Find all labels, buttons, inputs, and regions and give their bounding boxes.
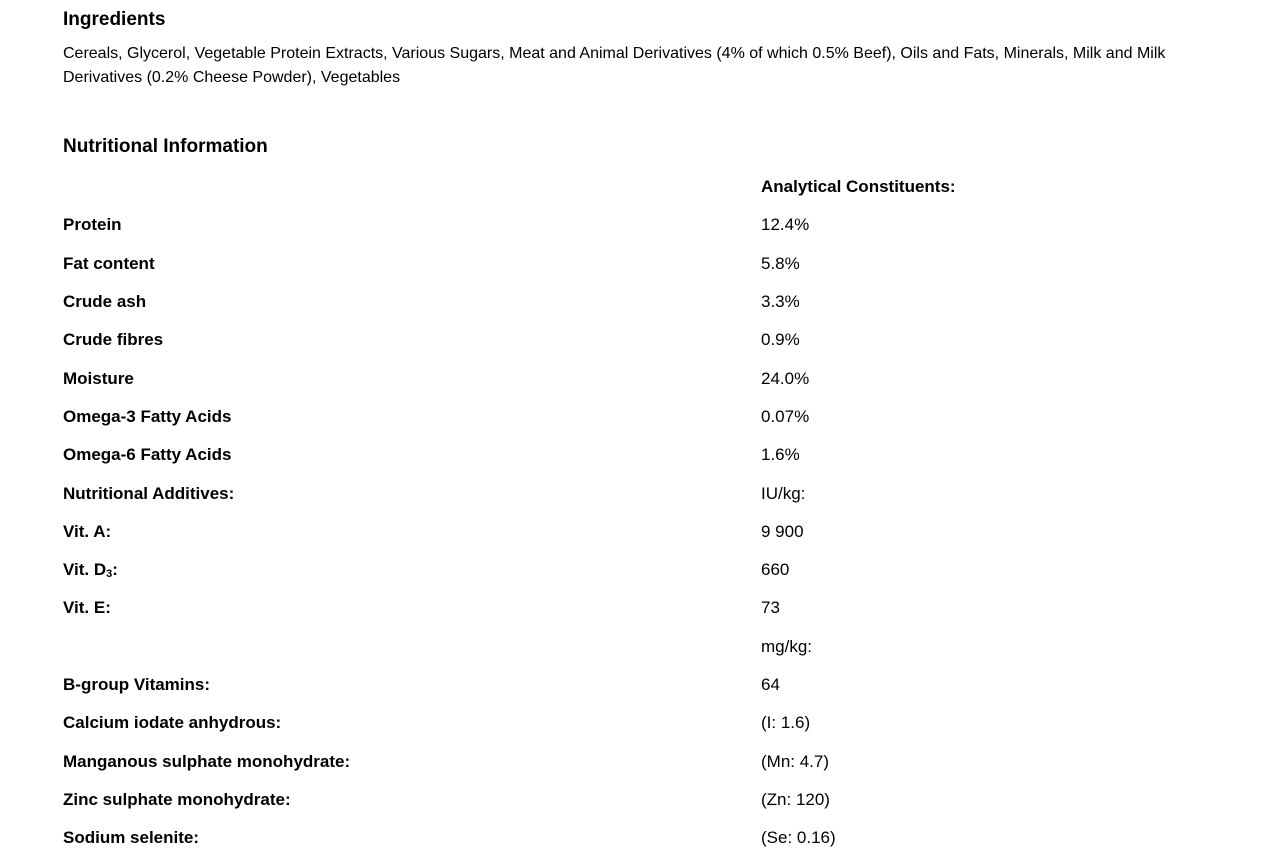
- row-label: Crude fibres: [63, 330, 164, 350]
- row-label: Omega-6 Fatty Acids: [63, 445, 232, 465]
- table-row: [63, 359, 1213, 397]
- table-row: [63, 742, 1213, 780]
- table-row: [63, 206, 1213, 244]
- row-value: IU/kg:: [761, 483, 806, 503]
- table-row: [63, 551, 1213, 589]
- table-row: [63, 513, 1213, 551]
- table-row: [63, 819, 1213, 857]
- row-label: Moisture: [63, 368, 134, 388]
- row-value: 0.9%: [761, 330, 800, 350]
- row-label: Nutritional Additives:: [63, 483, 235, 503]
- row-label: [63, 560, 761, 580]
- row-value: (I: 1.6): [761, 713, 811, 733]
- row-value: 0.07%: [761, 406, 810, 426]
- row-label: Omega-3 Fatty Acids: [63, 406, 232, 426]
- row-label-subscript: 3: [106, 568, 113, 581]
- row-value: 24.0%: [761, 368, 810, 388]
- row-value: 5.8%: [761, 253, 800, 273]
- row-value: 3.3%: [761, 292, 800, 312]
- nutrition-title: Nutritional Information: [63, 136, 268, 157]
- table-row: [63, 283, 1213, 321]
- row-value: 9 900: [761, 521, 804, 541]
- table-row: [63, 321, 1213, 359]
- nutrition-table: [63, 168, 1213, 857]
- nutrition-header: Analytical Constituents:: [761, 177, 956, 197]
- table-row: [63, 781, 1213, 819]
- row-label: Calcium iodate anhydrous:: [63, 713, 282, 733]
- row-label: Vit. E:: [63, 598, 111, 618]
- table-row: [63, 398, 1213, 436]
- row-value: (Zn: 120): [761, 789, 830, 809]
- row-value: (Mn: 4.7): [761, 751, 830, 771]
- table-row: [63, 436, 1213, 474]
- table-row: [63, 474, 1213, 512]
- row-label: Sodium selenite:: [63, 828, 200, 848]
- table-row: [63, 245, 1213, 283]
- table-row: [63, 628, 1213, 666]
- row-value: 73: [761, 598, 780, 618]
- row-label: Zinc sulphate monohydrate:: [63, 789, 291, 809]
- row-value: mg/kg:: [761, 636, 813, 656]
- row-label: Fat content: [63, 253, 155, 273]
- row-value: 64: [761, 675, 780, 694]
- row-label: Manganous sulphate monohydrate:: [63, 751, 351, 771]
- ingredients-text: Cereals, Glycerol, Vegetable Protein Extracts, Various Sugars, Meat and Animal Derivatives (4% of which 0.5% Beef), Oils and Fats, Minerals, Milk and Milk Derivatives (0.2% Cheese Powder), Vegetables: [63, 45, 1166, 86]
- nutrition-header-row: [63, 168, 1213, 206]
- row-value: 660: [761, 560, 790, 580]
- row-value: 12.4%: [761, 215, 810, 235]
- table-row: [63, 666, 1213, 704]
- ingredients-title: Ingredients: [63, 9, 166, 30]
- table-row: [63, 704, 1213, 742]
- row-label: Protein: [63, 215, 122, 235]
- table-row: [63, 589, 1213, 627]
- row-label: B-group Vitamins:: [63, 675, 211, 694]
- row-value: 1.6%: [761, 445, 800, 465]
- row-label-text: Vit. D: [63, 560, 107, 580]
- row-value: (Se: 0.16): [761, 828, 836, 848]
- row-label-suffix: :: [112, 560, 118, 580]
- row-label: Vit. A:: [63, 521, 112, 541]
- row-label: Crude ash: [63, 292, 147, 312]
